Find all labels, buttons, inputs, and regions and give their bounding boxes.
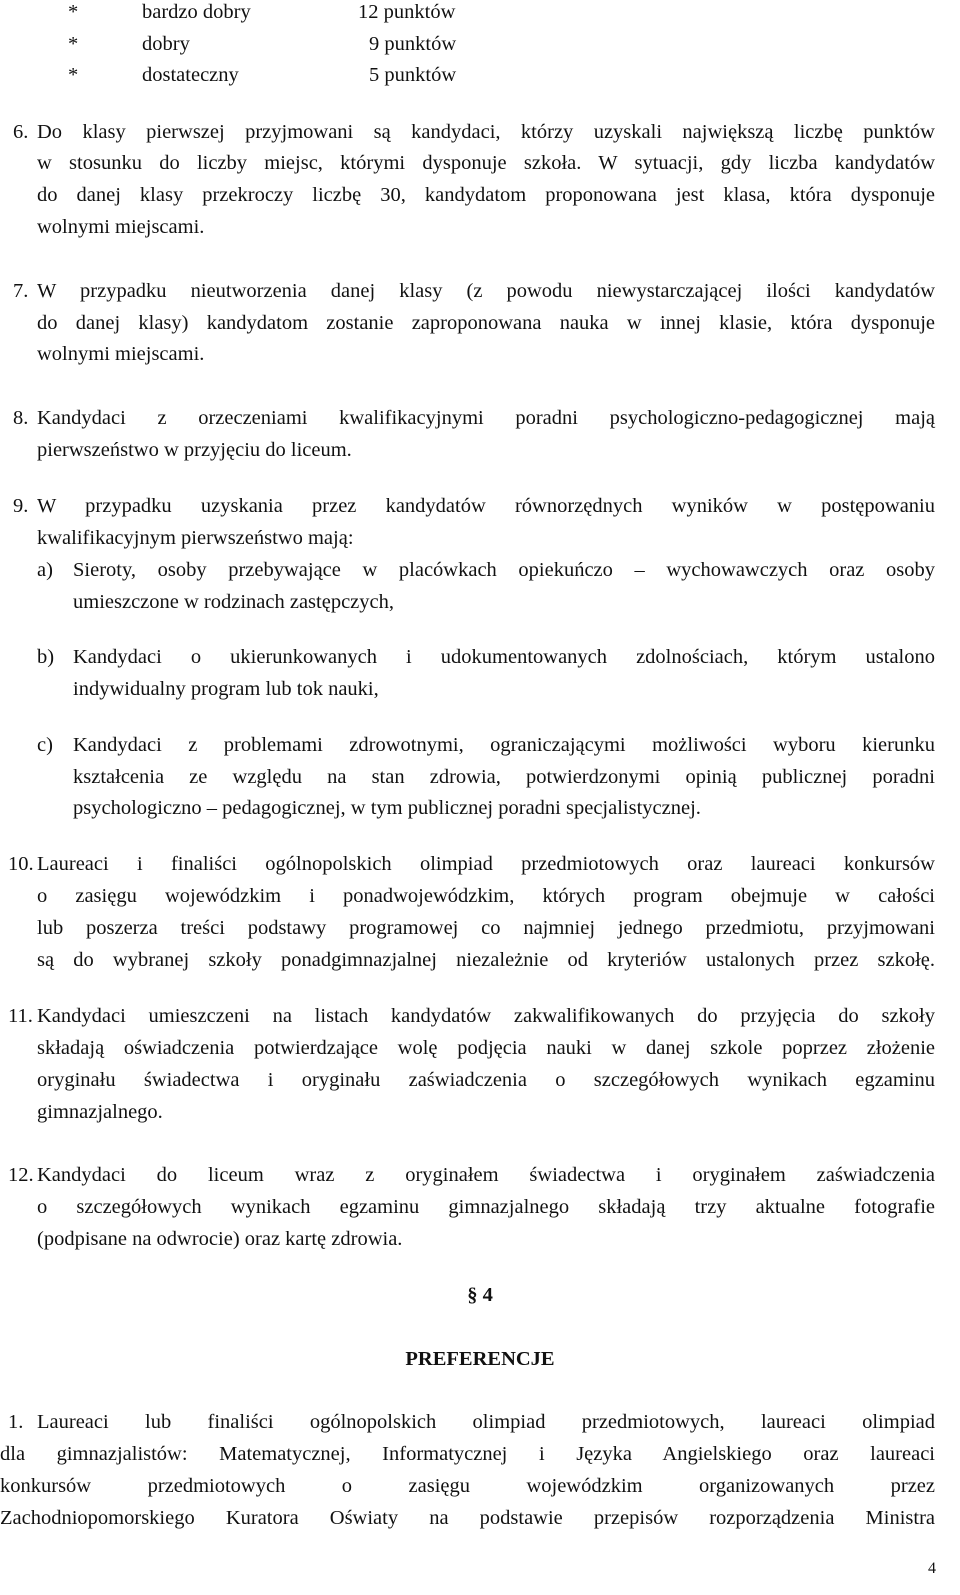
text-line: Do klasy pierwszej przyjmowani są kandydaci, którzy uzyskali największą liczbę punktów: [37, 121, 935, 143]
text-line: gimnazjalnego.: [37, 1101, 163, 1123]
section-symbol: § 4: [467, 1284, 493, 1306]
text-line: w stosunku do liczby miejsc, którymi dysponuje szkoła. W sytuacji, gdy liczba kandydatów: [37, 152, 935, 174]
section-title: PREFERENCJE: [405, 1348, 555, 1370]
text-line: kwalifikacyjnym pierwszeństwo mają:: [37, 527, 354, 549]
score-points: 9 punktów: [369, 33, 457, 55]
sublist-label: a): [37, 559, 53, 581]
text-line: oryginału świadectwa i oryginału zaświadczenia o szczegółowych wynikach egzaminu: [37, 1069, 935, 1091]
text-line: umieszczone w rodzinach zastępczych,: [73, 591, 395, 613]
bullet: *: [68, 1, 79, 23]
score-label: dostateczny: [142, 64, 239, 86]
text-line: Kandydaci o ukierunkowanych i udokumentowanych zdolnościach, którym ustalono: [73, 646, 935, 668]
score-label: bardzo dobry: [142, 1, 251, 23]
item-number: 6.: [13, 121, 29, 143]
text-line: są do wybranej szkoły ponadgimnazjalnej niezależnie od kryteriów ustalonych przez szkołę.: [37, 949, 935, 971]
text-line: dla gimnazjalistów: Matematycznej, Informatycznej i Języka Angielskiego oraz laureaci: [0, 1443, 935, 1465]
text-line: konkursów przedmiotowych o zasięgu wojewódzkim organizowanych przez: [0, 1475, 935, 1497]
text-line: indywidualny program lub tok nauki,: [73, 678, 379, 700]
text-line: Kandydaci z orzeczeniami kwalifikacyjnymi poradni psychologiczno-pedagogicznej mają: [37, 407, 935, 429]
text-line: pierwszeństwo w przyjęciu do liceum.: [37, 439, 352, 461]
item-number: 1.: [8, 1411, 24, 1433]
text-line: psychologiczno – pedagogicznej, w tym publicznej poradni specjalistycznej.: [73, 797, 701, 819]
item-number: 7.: [13, 280, 29, 302]
text-line: składają oświadczenia potwierdzające wolę podjęcia nauki w danej szkole poprzez złożenie: [37, 1037, 935, 1059]
text-line: Laureaci lub finaliści ogólnopolskich olimpiad przedmiotowych, laureaci olimpiad: [37, 1411, 935, 1433]
text-line: kształcenia ze względu na stan zdrowia, potwierdzonymi opinią publicznej poradni: [73, 766, 935, 788]
text-line: wolnymi miejscami.: [37, 343, 205, 365]
bullet: *: [68, 64, 79, 86]
text-line: o szczegółowych wynikach egzaminu gimnazjalnego składają trzy aktualne fotografie: [37, 1196, 935, 1218]
text-line: Kandydaci do liceum wraz z oryginałem świadectwa i oryginałem zaświadczenia: [37, 1164, 935, 1186]
item-number: 8.: [13, 407, 29, 429]
text-line: (podpisane na odwrocie) oraz kartę zdrowia.: [37, 1228, 403, 1250]
text-line: W przypadku nieutworzenia danej klasy (z powodu niewystarczającej ilości kandydatów: [37, 280, 935, 302]
item-number: 11.: [8, 1005, 33, 1027]
text-line: do danej klasy przekroczy liczbę 30, kandydatom proponowana jest klasa, która dysponuje: [37, 184, 935, 206]
text-line: wolnymi miejscami.: [37, 216, 205, 238]
bullet: *: [68, 33, 79, 55]
text-line: do danej klasy) kandydatom zostanie zaproponowana nauka w innej klasie, która dysponuje: [37, 312, 935, 334]
text-line: Sieroty, osoby przebywające w placówkach opiekuńczo – wychowawczych oraz osoby: [73, 559, 935, 581]
page-number: 4: [928, 1560, 936, 1577]
text-line: W przypadku uzyskania przez kandydatów równorzędnych wyników w postępowaniu: [37, 495, 935, 517]
item-number: 9.: [13, 495, 29, 517]
text-line: Laureaci i finaliści ogólnopolskich olimpiad przedmiotowych oraz laureaci konkursów: [37, 853, 935, 875]
text-line: o zasięgu wojewódzkim i ponadwojewódzkim, których program obejmuje w całości: [37, 885, 935, 907]
sublist-label: c): [37, 734, 53, 756]
score-points: 12 punktów: [358, 1, 456, 23]
text-line: Zachodniopomorskiego Kuratora Oświaty na podstawie przepisów rozporządzenia Ministra: [0, 1507, 935, 1529]
sublist-label: b): [37, 646, 55, 668]
text-line: Kandydaci umieszczeni na listach kandydatów zakwalifikowanych do przyjęcia do szkoły: [37, 1005, 935, 1027]
text-line: lub poszerza treści podstawy programowej co najmniej jednego przedmiotu, przyjmowani: [37, 917, 935, 939]
score-points: 5 punktów: [369, 64, 457, 86]
score-label: dobry: [142, 33, 190, 55]
text-line: Kandydaci z problemami zdrowotnymi, ograniczającymi możliwości wyboru kierunku: [73, 734, 935, 756]
item-number: 12.: [8, 1164, 34, 1186]
item-number: 10.: [8, 853, 34, 875]
